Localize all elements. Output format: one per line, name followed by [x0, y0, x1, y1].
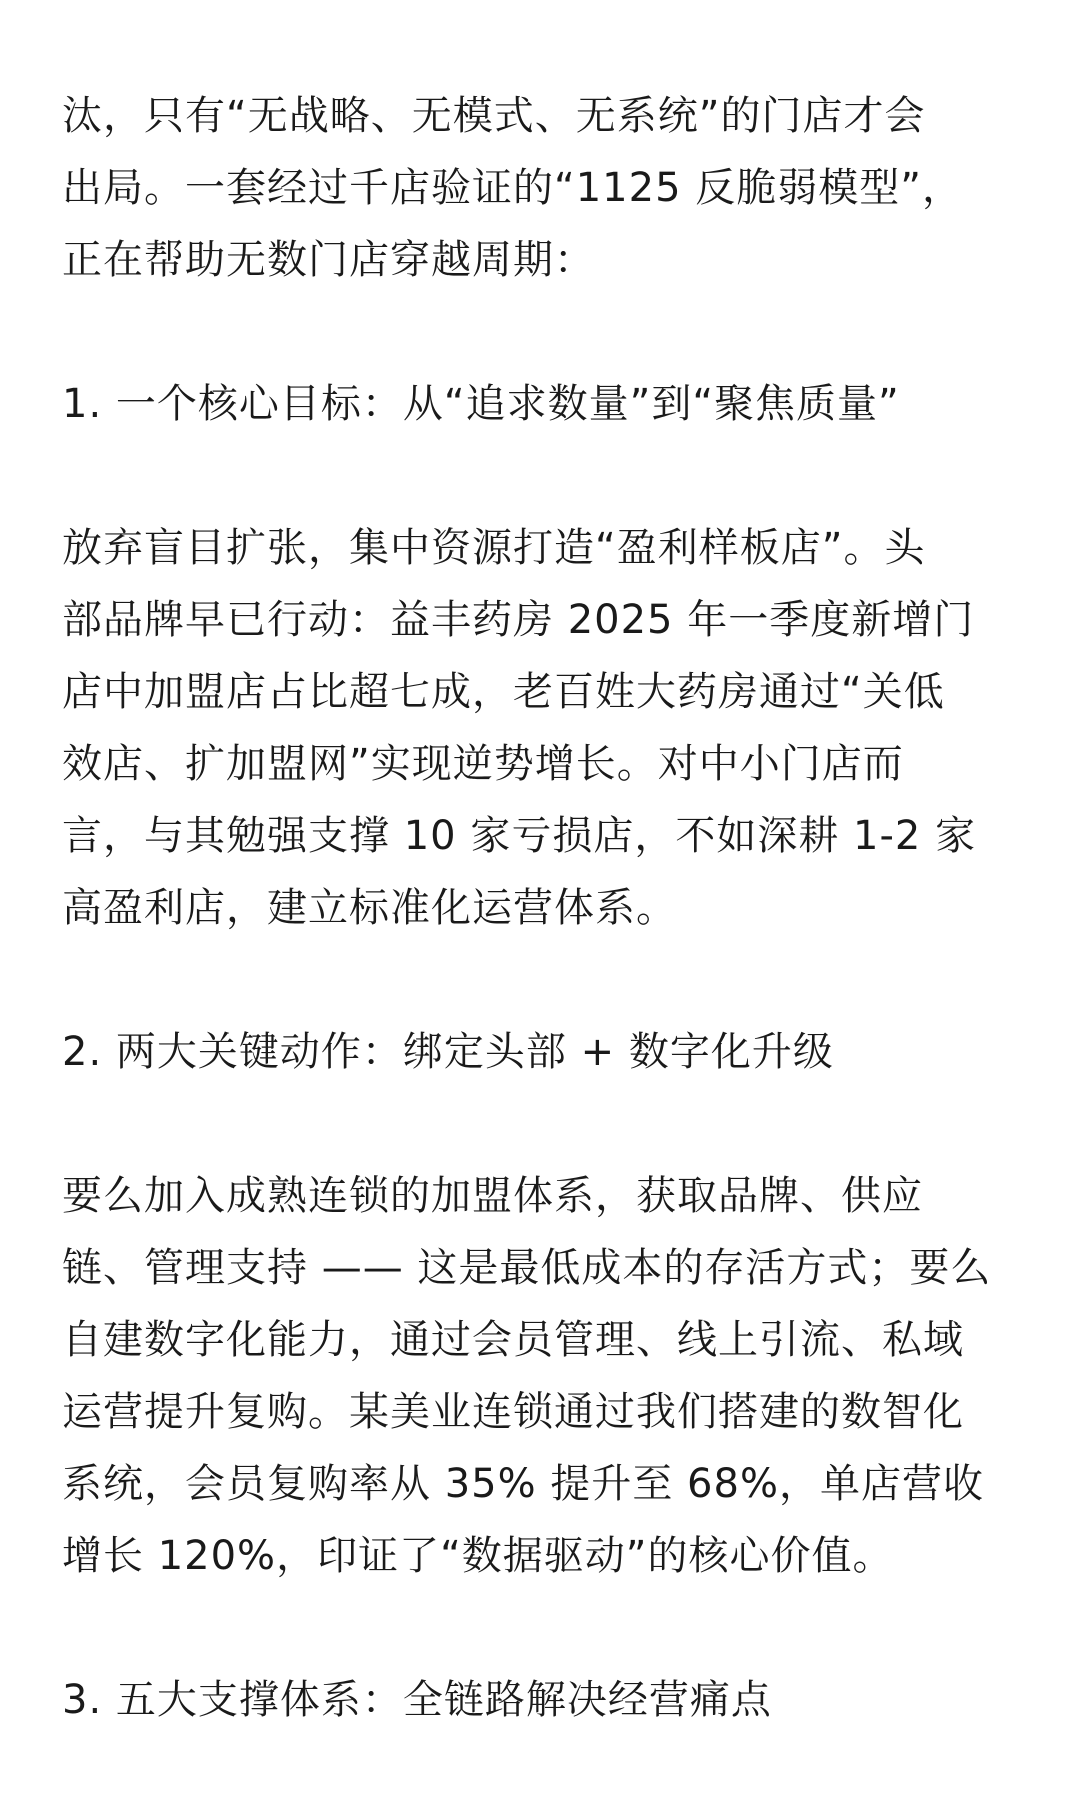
text-line: 部品牌早已行动：益丰药房 2025 年一季度新增门	[62, 597, 975, 643]
text-line: 自建数字化能力，通过会员管理、线上引流、私域	[62, 1317, 964, 1363]
text-line: 增长 120%，印证了“数据驱动”的核心价值。	[62, 1533, 894, 1579]
section-heading-1	[62, 368, 1022, 440]
paragraph-spacer	[62, 1088, 1022, 1160]
heading-text: 1. 一个核心目标：从“追求数量”到“聚焦质量”	[62, 381, 900, 427]
text-line: 言，与其勉强支撑 10 家亏损店，不如深耕 1-2 家	[62, 813, 977, 859]
section-1-paragraph	[62, 512, 1022, 944]
text-line: 链、管理支持 —— 这是最低成本的存活方式；要么	[62, 1245, 992, 1291]
text-line: 汰，只有“无战略、无模式、无系统”的门店才会	[62, 93, 926, 139]
section-heading-3	[62, 1664, 1022, 1736]
heading-text: 2. 两大关键动作：绑定头部 + 数字化升级	[62, 1029, 834, 1075]
section-2-paragraph	[62, 1160, 1022, 1592]
text-line: 运营提升复购。某美业连锁通过我们搭建的数智化	[62, 1389, 964, 1435]
text-line: 放弃盲目扩张，集中资源打造“盈利样板店”。头	[62, 525, 926, 571]
paragraph-spacer	[62, 296, 1022, 368]
text-line: 效店、扩加盟网”实现逆势增长。对中小门店而	[62, 741, 904, 787]
text-line: 高盈利店，建立标准化运营体系。	[62, 885, 677, 931]
text-line: 店中加盟店占比超七成，老百姓大药房通过“关低	[62, 669, 945, 715]
article-body	[62, 80, 1022, 1736]
text-line: 正在帮助无数门店穿越周期：	[62, 237, 595, 283]
text-line: 要么加入成熟连锁的加盟体系，获取品牌、供应	[62, 1173, 923, 1219]
heading-text: 3. 五大支撑体系：全链路解决经营痛点	[62, 1677, 772, 1723]
text-line: 出局。一套经过千店验证的“1125 反脆弱模型”，	[62, 165, 963, 211]
text-line: 系统，会员复购率从 35% 提升至 68%，单店营收	[62, 1461, 984, 1507]
paragraph-spacer	[62, 440, 1022, 512]
paragraph-spacer	[62, 1592, 1022, 1664]
section-heading-2	[62, 1016, 1022, 1088]
paragraph-spacer	[62, 944, 1022, 1016]
intro-paragraph	[62, 80, 1022, 296]
